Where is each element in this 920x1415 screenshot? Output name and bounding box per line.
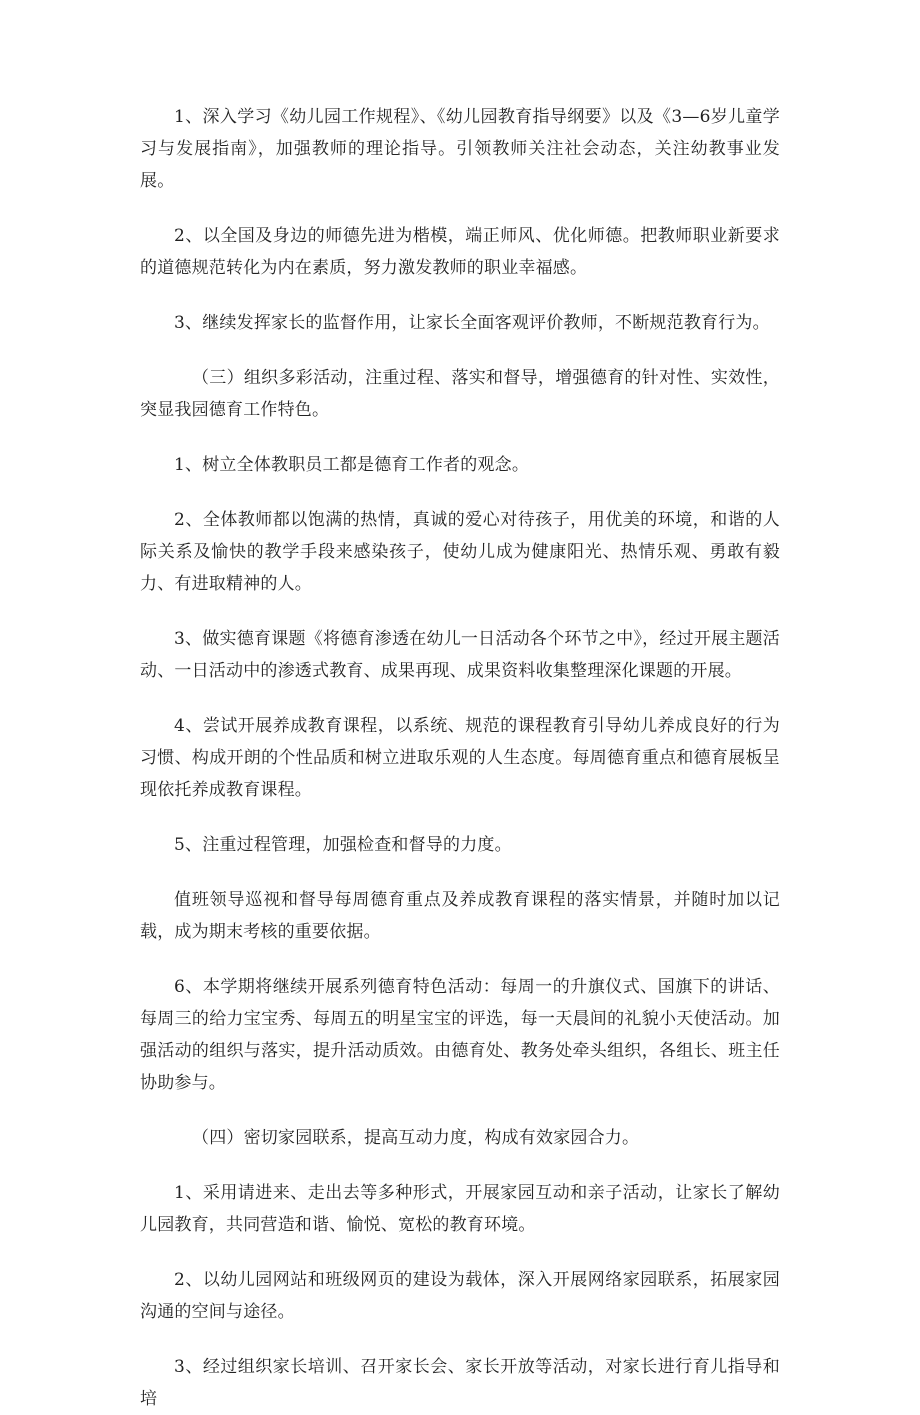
paragraph-parent-supervision: 3、继续发挥家长的监督作用，让家长全面客观评价教师，不断规范教育行为。	[174, 313, 770, 333]
paragraph-study-regulations: 1、深入学习《幼儿园工作规程》、《幼儿园教育指导纲要》以及《3—6岁儿童学习与发展指南》，加强教师的理论指导。引领教师关注社会动态，关注幼教事业发展。	[140, 107, 780, 191]
document-body	[140, 101, 780, 1415]
paragraph-habit-curriculum: 4、尝试开展养成教育课程，以系统、规范的课程教育引导幼儿养成良好的行为习惯、构成开朗的个性品质和树立进取乐观的人生态度。每周德育重点和德育展板呈现依托养成教育课程。	[140, 716, 780, 800]
section-heading-four: （四）密切家园联系，提高互动力度，构成有效家园合力。	[192, 1128, 640, 1148]
section-heading-three: （三）组织多彩活动，注重过程、落实和督导，增强德育的针对性、实效性，突显我园德育工作特色。	[140, 368, 780, 420]
paragraph-process-management: 5、注重过程管理，加强检查和督导的力度。	[174, 835, 512, 855]
paragraph-home-school-interaction: 1、采用请进来、走出去等多种形式，开展家园互动和亲子活动，让家长了解幼儿园教育，共同营造和谐、愉悦、宽松的教育环境。	[140, 1183, 780, 1235]
paragraph-duty-leader-inspection: 值班领导巡视和督导每周德育重点及养成教育课程的落实情景，并随时加以记载，成为期末考核的重要依据。	[140, 890, 780, 942]
paragraph-website-contact: 2、以幼儿园网站和班级网页的建设为载体，深入开展网络家园联系，拓展家园沟通的空间与途径。	[140, 1270, 780, 1322]
paragraph-teacher-ethics-models: 2、以全国及身边的师德先进为楷模，端正师风、优化师德。把教师职业新要求的道德规范转化为内在素质，努力激发教师的职业幸福感。	[140, 226, 780, 278]
paragraph-parent-training: 3、经过组织家长培训、召开家长会、家长开放等活动，对家长进行育儿指导和培	[140, 1357, 780, 1409]
paragraph-featured-activities: 6、本学期将继续开展系列德育特色活动：每周一的升旗仪式、国旗下的讲话、每周三的给力宝宝秀、每周五的明星宝宝的评选，每一天晨间的礼貌小天使活动。加强活动的组织与落实，提升活动质效。由德育处、教务处牵头组织，各组长、班主任协助参与。	[140, 977, 780, 1093]
paragraph-moral-education-project: 3、做实德育课题《将德育渗透在幼儿一日活动各个环节之中》，经过开展主题活动、一日活动中的渗透式教育、成果再现、成果资料收集整理深化课题的开展。	[140, 629, 780, 681]
paragraph-all-staff-moral-education: 1、树立全体教职员工都是德育工作者的观念。	[174, 455, 530, 475]
paragraph-teacher-enthusiasm: 2、全体教师都以饱满的热情，真诚的爱心对待孩子，用优美的环境，和谐的人际关系及愉快的教学手段来感染孩子，使幼儿成为健康阳光、热情乐观、勇敢有毅力、有进取精神的人。	[140, 510, 780, 594]
